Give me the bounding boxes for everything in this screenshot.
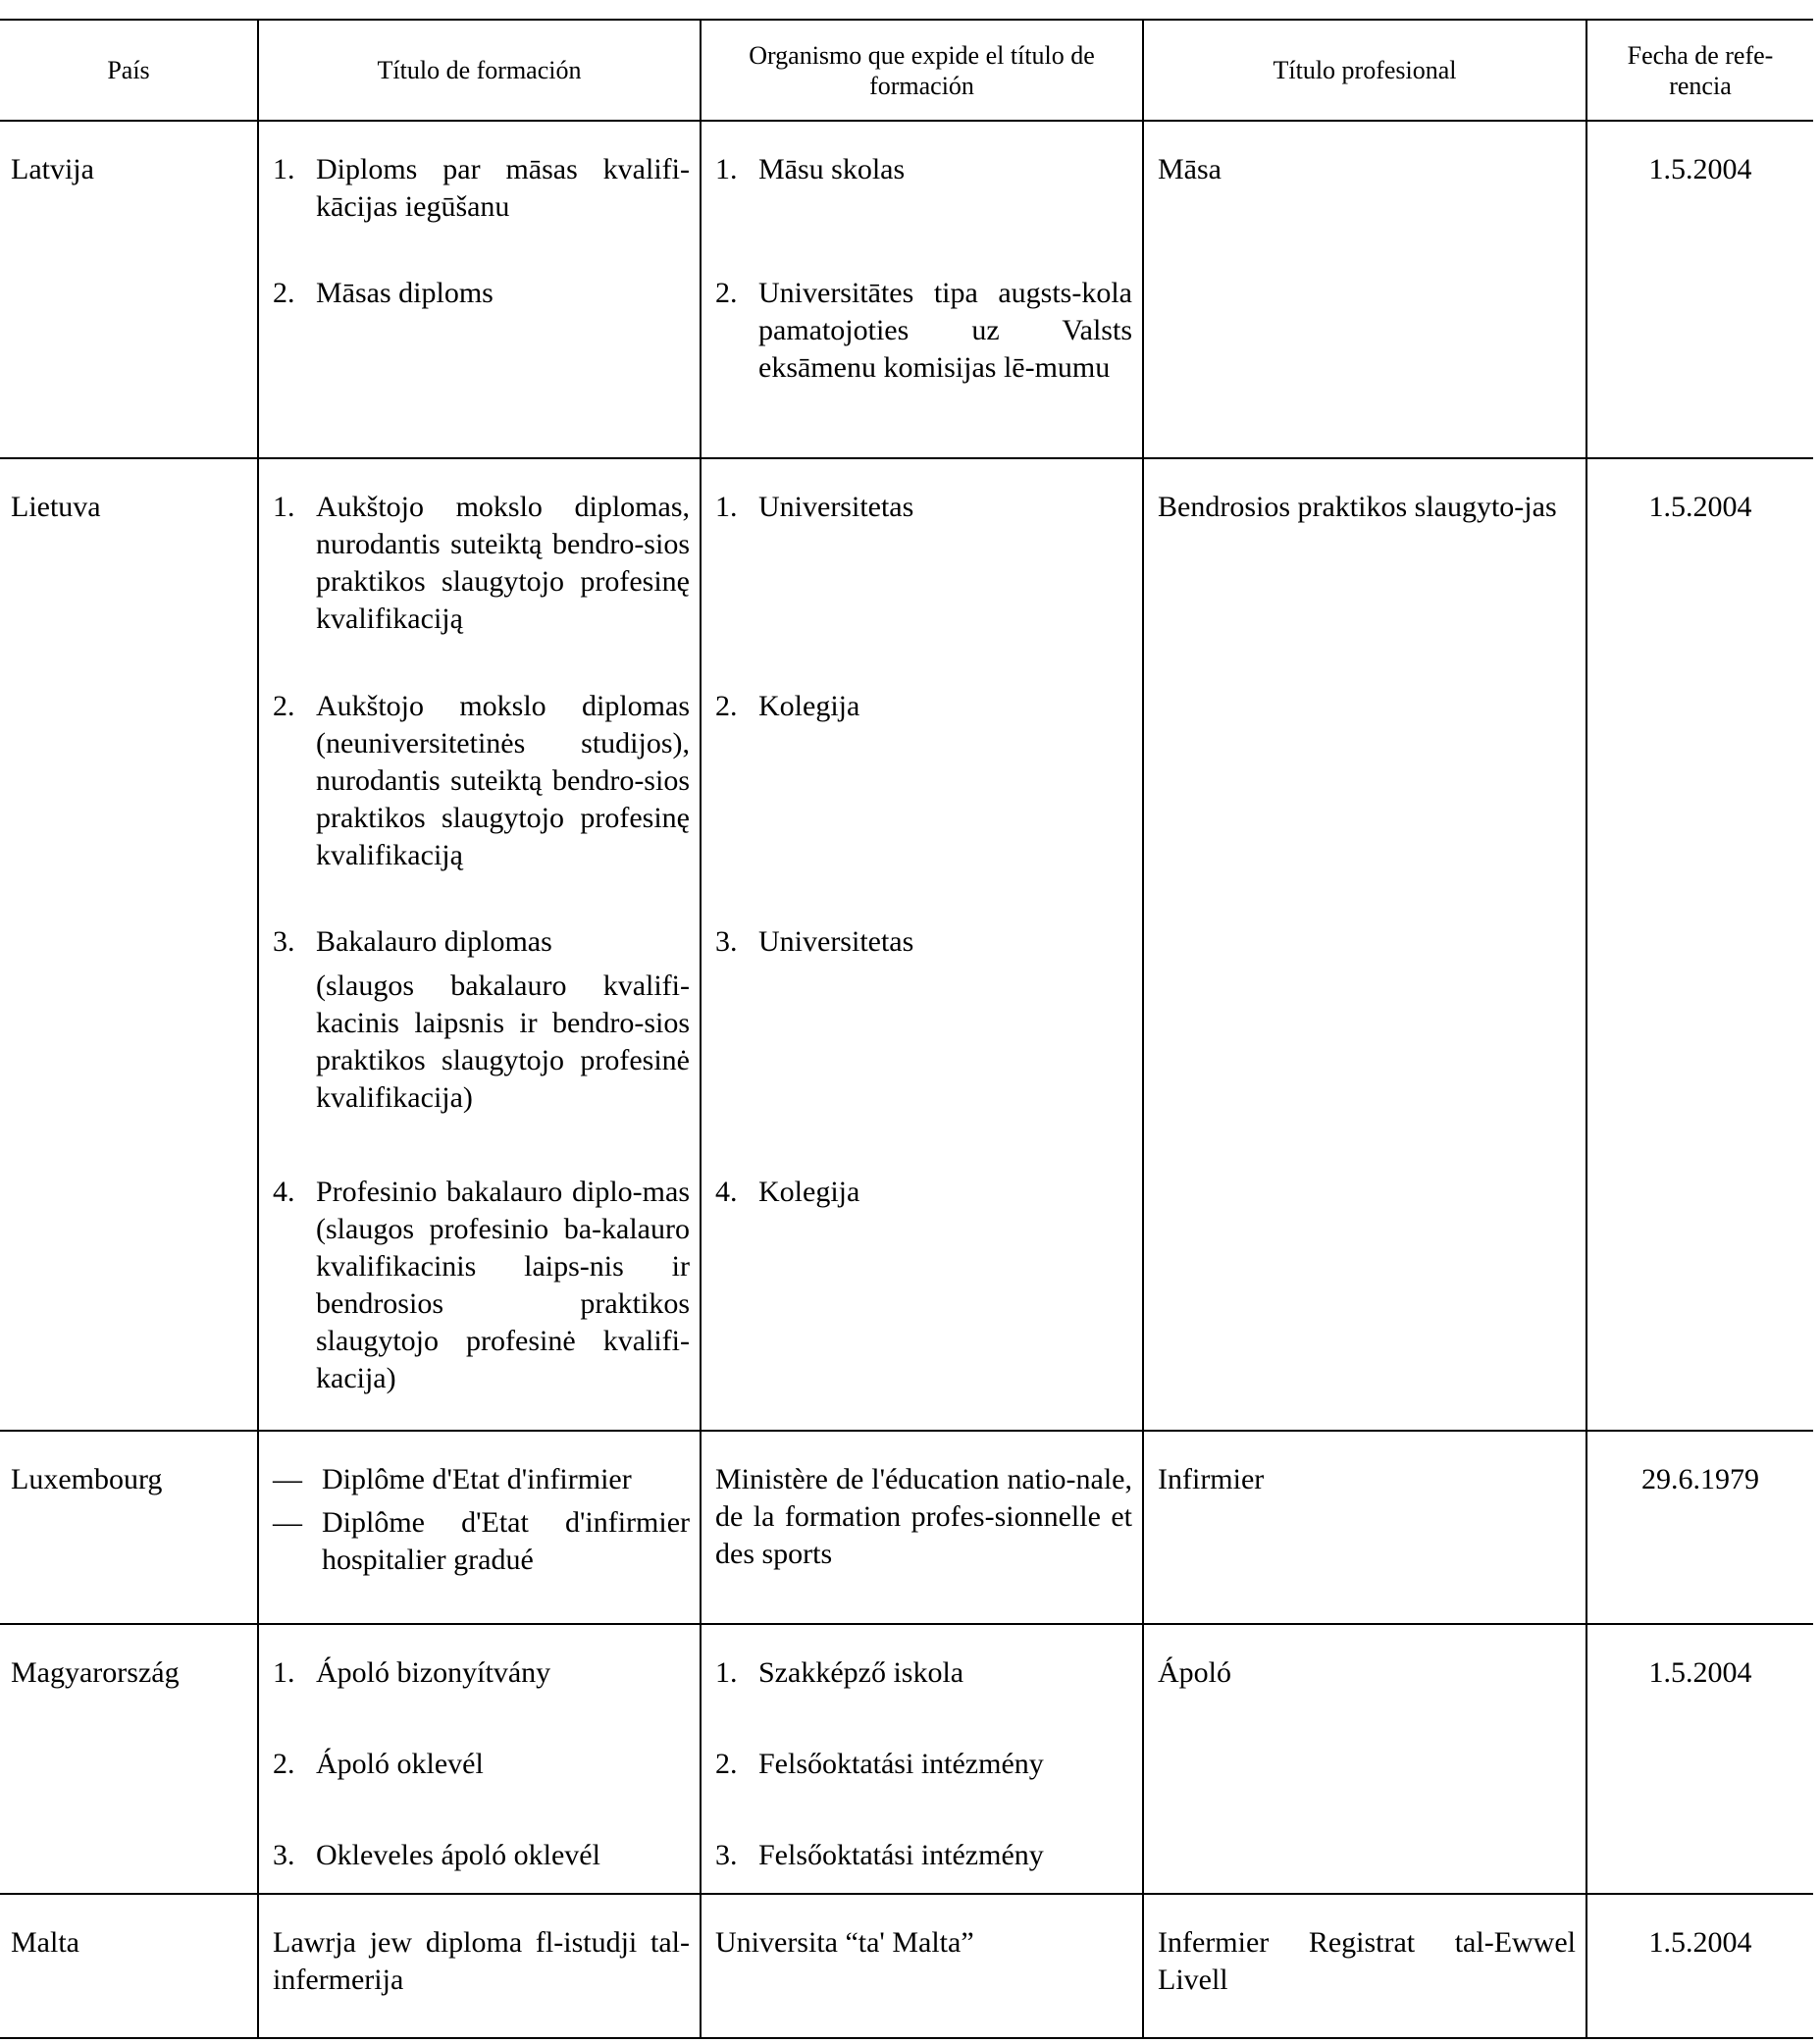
diploma-item: 2. Aukštojo mokslo diplomas (neuniversitetinės studijos), nurodantis suteiktą bendro-sios praktikos slaugytojo profesinę kvalifikaciją xyxy=(273,690,690,871)
diploma-table xyxy=(0,19,1813,2039)
table-row-lietuva xyxy=(0,458,1813,1431)
header-titulo-profesional: Título profesional xyxy=(1143,20,1586,121)
body-cell xyxy=(701,121,1143,458)
diploma-item: 1. Ápoló bizonyítvány xyxy=(273,1656,551,1689)
header-row xyxy=(0,20,1813,121)
table-row-malta xyxy=(0,1894,1813,2038)
country-cell: Magyarország xyxy=(0,1624,258,1894)
diploma-item: 2. Ápoló oklevél xyxy=(273,1748,484,1780)
diploma-item: 1. Aukštojo mokslo diplomas, nurodantis suteiktą bendro-sios praktikos slaugytojo profesinę kvalifikaciją xyxy=(273,491,690,635)
body-cell xyxy=(701,1624,1143,1894)
body-cell: Universita “ta' Malta” xyxy=(701,1894,1143,2038)
country-cell: Luxembourg xyxy=(0,1431,258,1624)
body-item: 1. Universitetas xyxy=(715,491,914,523)
table-row-magyarorszag xyxy=(0,1624,1813,1894)
diploma-cell xyxy=(258,1431,701,1624)
diploma-item: — Diplôme d'Etat d'infirmier xyxy=(273,1463,632,1495)
diploma-cell xyxy=(258,458,701,1431)
country-cell: Lietuva xyxy=(0,458,258,1431)
date-cell: 1.5.2004 xyxy=(1586,458,1813,1431)
body-cell: Ministère de l'éducation natio-nale, de la formation profes-sionnelle et des sports xyxy=(701,1431,1143,1624)
body-item: 2. Universitātes tipa augsts-kola pamatojoties uz Valsts eksāmenu komisijas lē-mumu xyxy=(715,277,1132,384)
body-item: 2. Kolegija xyxy=(715,690,860,722)
title-cell: Ápoló xyxy=(1143,1624,1586,1894)
header-pais: País xyxy=(0,20,258,121)
country-cell: Malta xyxy=(0,1894,258,2038)
body-item: 2. Felsőoktatási intézmény xyxy=(715,1748,1044,1780)
header-organismo: Organismo que expide el título de formación xyxy=(701,20,1143,121)
header-titulo-formacion: Título de formación xyxy=(258,20,701,121)
body-item: 3. Universitetas xyxy=(715,925,914,958)
body-item: 1. Szakképző iskola xyxy=(715,1656,964,1689)
title-cell: Infermier Registrat tal-Ewwel Livell xyxy=(1143,1894,1586,2038)
diploma-cell xyxy=(258,121,701,458)
diploma-item: 3. Bakalauro diplomas xyxy=(273,925,552,958)
diploma-item: 4. Profesinio bakalauro diplo-mas (slaugos profesinio ba-kalauro kvalifikacinis laips-nis ir bendrosios praktikos slaugytojo profesinė kvalifi-kacija) xyxy=(273,1176,690,1394)
body-item: 4. Kolegija xyxy=(715,1176,860,1208)
body-item: 1. Māsu skolas xyxy=(715,153,906,185)
header-fecha-referencia: Fecha de refe- rencia xyxy=(1586,20,1813,121)
title-cell: Māsa xyxy=(1143,121,1586,458)
title-cell: Infirmier xyxy=(1143,1431,1586,1624)
diploma-item: 3. Okleveles ápoló oklevél xyxy=(273,1839,600,1871)
diploma-cell: Lawrja jew diploma fl-istudji tal-infermerija xyxy=(258,1894,701,2038)
table-row-latvija xyxy=(0,121,1813,458)
diploma-item: 2. Māsas diploms xyxy=(273,277,494,309)
table-row-luxembourg xyxy=(0,1431,1813,1624)
date-cell: 1.5.2004 xyxy=(1586,121,1813,458)
country-cell: Latvija xyxy=(0,121,258,458)
date-cell: 29.6.1979 xyxy=(1586,1431,1813,1624)
body-item: 3. Felsőoktatási intézmény xyxy=(715,1839,1044,1871)
date-cell: 1.5.2004 xyxy=(1586,1894,1813,2038)
body-cell xyxy=(701,458,1143,1431)
diploma-item: 1. Diploms par māsas kvalifi-kācijas iegūšanu xyxy=(273,153,690,223)
date-cell: 1.5.2004 xyxy=(1586,1624,1813,1894)
title-cell: Bendrosios praktikos slaugyto-jas xyxy=(1143,458,1586,1431)
diploma-item: (slaugos bakalauro kvalifi-kacinis laipsnis ir bendro-sios praktikos slaugytojo profesinė kvalifikacija) xyxy=(316,969,690,1114)
diploma-item: — Diplôme d'Etat d'infirmier hospitalier gradué xyxy=(273,1506,690,1576)
diploma-cell xyxy=(258,1624,701,1894)
